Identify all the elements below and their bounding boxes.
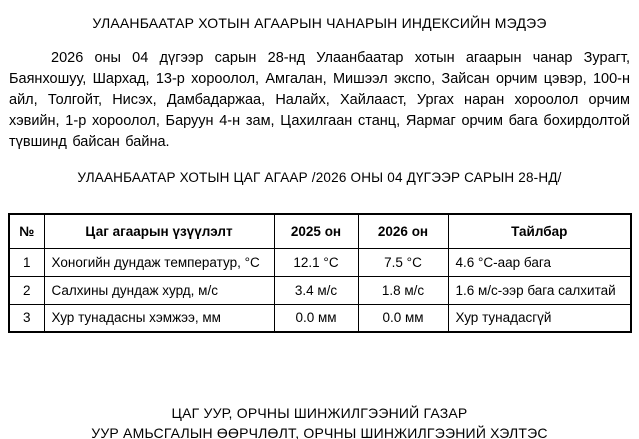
note-text: Хур тунадасгүй [448,304,631,332]
value-2026: 0.0 мм [358,304,448,332]
row-number: 2 [9,276,44,304]
footer-organization-line: ЦАГ УУР, ОРЧНЫ ШИНЖИЛГЭЭНИЙ ГАЗАР [171,405,468,421]
table-header-row [9,214,631,248]
value-2026: 1.8 м/с [358,276,448,304]
header-cell-year-2025: 2025 он [274,214,358,248]
footer [0,403,639,439]
summary-paragraph: 2026 оны 04 дүгээр сарын 28-нд Улаанбаатар хотын агаарын чанар Зурагт, Баянхошуу, Шархад, 13-р хороолол, Амгалан, Мишээл экспо, Зайсан орчим цэвэр, 100-н айл, Толгойт, Нисэх, Дамбадаржаа, Налайх, Хайлааст, Ургах наран хороолол орчим хэвийн, 1-р хороолол, Баруун 4-н зам, Цахилгаан станц, Яармаг орчим бага бохирдолтой түвшинд байсан байна. [9,50,630,150]
value-2026: 7.5 °С [358,248,448,276]
note-text: 4.6 °С-аар бага [448,248,631,276]
indicator-label: Салхины дундаж хурд, м/с [44,276,274,304]
footer-department-line: УУР АМЬСГАЛЫН ӨӨРЧЛӨЛТ, ОРЧНЫ ШИНЖИЛГЭЭНИЙ ХЭЛТЭС [91,425,548,439]
indicator-label: Хур тунадасны хэмжээ, мм [44,304,274,332]
header-cell-indicator: Цаг агаарын үзүүлэлт [44,214,274,248]
header-cell-note: Тайлбар [448,214,631,248]
weather-table [8,213,632,333]
table-row-precipitation [9,304,631,332]
row-number: 1 [9,248,44,276]
table-row-temperature [9,248,631,276]
value-2025: 12.1 °С [274,248,358,276]
row-number: 3 [9,304,44,332]
table-row-wind-speed [9,276,631,304]
indicator-label: Хоногийн дундаж температур, °С [44,248,274,276]
header-cell-year-2026: 2026 он [358,214,448,248]
value-2025: 0.0 мм [274,304,358,332]
note-text: 1.6 м/с-ээр бага салхитай [448,276,631,304]
page-title: УЛААНБААТАР ХОТЫН АГААРЫН ЧАНАРЫН ИНДЕКСИЙН МЭДЭЭ [92,15,547,31]
report-page [0,15,639,439]
value-2025: 3.4 м/с [274,276,358,304]
header-cell-number: № [9,214,44,248]
weather-section-heading: УЛААНБААТАР ХОТЫН ЦАГ АГААР /2026 ОНЫ 04 ДҮГЭЭР САРЫН 28-НД/ [77,170,562,185]
